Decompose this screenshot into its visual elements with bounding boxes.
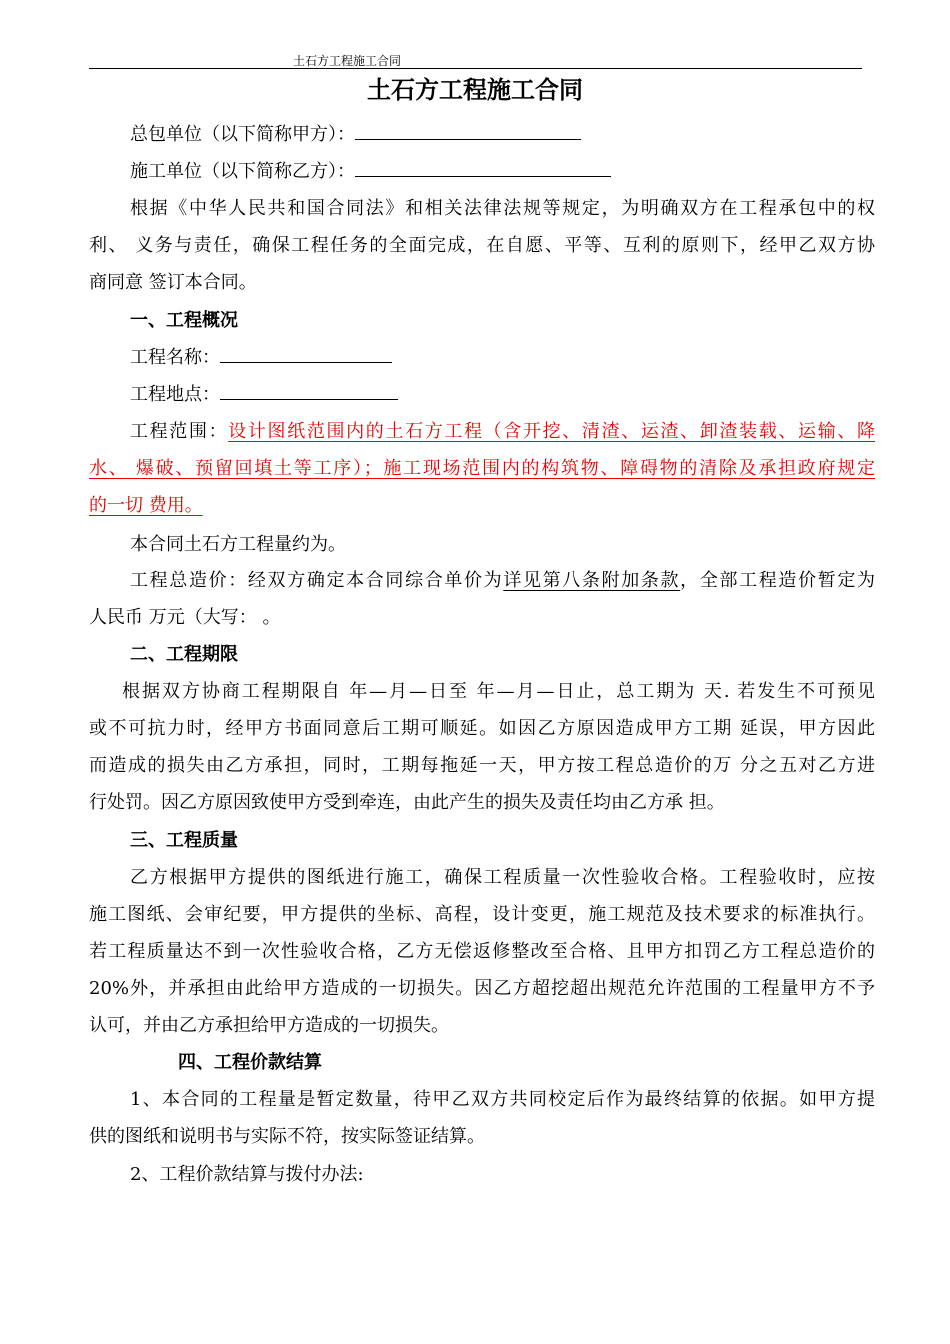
project-name-blank	[220, 344, 392, 363]
intro-line-1: 根据《中华人民共和国合同法》和相关法律法规等规定，为明确双方在工程承包中的权	[130, 198, 875, 219]
intro-line-3: 商同意 签订本合同。	[89, 272, 257, 293]
scope-line-2: 水、 爆破、预留回填土等工序）；施工现场范围内的构筑物、障碍物的清除及承担政府规定	[89, 458, 875, 479]
party-b-line	[130, 157, 611, 183]
price-suffix: ，全部工程造价暂定为	[680, 570, 876, 591]
period-line-1: 根据双方协商工程期限自 年—月—日至 年—月—日止，总工期为 天. 若发生不可预见	[122, 681, 875, 702]
quality-line-1: 乙方根据甲方提供的图纸进行施工，确保工程质量一次性验收合格。工程验收时，应按	[130, 867, 875, 888]
section-2-heading: 二、工程期限	[130, 644, 238, 665]
party-a-label: 总包单位（以下简称甲方）：	[130, 124, 355, 145]
scope-line-1	[130, 417, 875, 443]
scope-text-1: 设计图纸范围内的土石方工程（含开挖、清渣、运渣、卸渣装载、运输、降	[228, 421, 876, 442]
running-header: 土石方工程施工合同	[293, 54, 402, 68]
section-1-heading: 一、工程概况	[130, 310, 238, 331]
scope-line-3: 的一切 费用。	[89, 495, 203, 516]
project-name-line	[130, 343, 392, 369]
party-a-line	[130, 120, 581, 146]
project-location-line	[130, 380, 398, 406]
project-name-label: 工程名称：	[130, 347, 220, 368]
section-3-heading: 三、工程质量	[130, 830, 238, 851]
section-4-heading: 四、工程价款结算	[178, 1052, 322, 1073]
scope-label: 工程范围：	[130, 421, 229, 442]
settlement-item-1-line-2: 供的图纸和说明书与实际不符，按实际签证结算。	[89, 1126, 485, 1147]
price-prefix: 工程总造价：经双方确定本合同综合单价为	[130, 570, 504, 591]
document-title: 土石方工程施工合同	[367, 76, 583, 104]
settlement-item-2: 2、工程价款结算与拨付办法:	[130, 1164, 364, 1185]
quality-line-3: 若工程质量达不到一次性验收合格，乙方无偿返修整改至合格、且甲方扣罚乙方工程总造价的	[89, 941, 875, 962]
quality-line-5: 认可，并由乙方承担给甲方造成的一切损失。	[89, 1015, 449, 1036]
period-line-2: 或不可抗力时，经甲方书面同意后工期可顺延。如因乙方原因造成甲方工期 延误，甲方因此	[89, 718, 875, 739]
total-price-line	[130, 566, 875, 592]
settlement-item-1-line-1: 1、本合同的工程量是暂定数量，待甲乙双方共同校定后作为最终结算的依据。如甲方提	[130, 1089, 875, 1110]
quality-line-2: 施工图纸、会审纪要，甲方提供的坐标、高程，设计变更，施工规范及技术要求的标准执行。	[89, 904, 875, 925]
quality-line-4: 20%外，并承担由此给甲方造成的一切损失。因乙方超挖超出规范允许范围的工程量甲方不予	[89, 978, 875, 999]
party-a-blank	[355, 121, 581, 140]
intro-line-2: 利、 义务与责任，确保工程任务的全面完成，在自愿、平等、互利的原则下，经甲乙双方协	[89, 235, 875, 256]
project-location-label: 工程地点：	[130, 384, 220, 405]
period-line-4: 行处罚。因乙方原因致使甲方受到牵连，由此产生的损失及责任均由乙方承 担。	[89, 792, 725, 813]
party-b-blank	[355, 158, 611, 177]
quantity-line: 本合同土石方工程量约为。	[130, 534, 346, 555]
header-rule	[89, 68, 862, 69]
total-price-line-2: 人民币 万元（大写： 。	[89, 607, 281, 628]
price-link: 详见第八条附加条款	[503, 570, 681, 591]
party-b-label: 施工单位（以下简称乙方）：	[130, 161, 355, 182]
project-location-blank	[220, 381, 398, 400]
period-line-3: 而造成的损失由乙方承担，同时，工期每拖延一天，甲方按工程总造价的万 分之五对乙方进	[89, 755, 875, 776]
